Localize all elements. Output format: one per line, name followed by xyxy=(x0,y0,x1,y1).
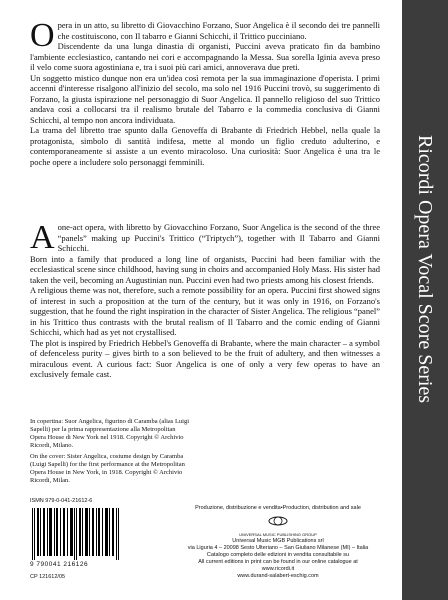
barcode-block xyxy=(30,498,122,588)
italian-text xyxy=(30,17,380,167)
en-paragraph-3: A religious theme was not, therefore, such a remote possibility for an opera. Puccini first showed signs of interest in such a proposition at the turn of the century, but it was only in 1916, on Forzano's suggestion, that he found the right inspiration in the character of Sister Angelica. The religious “panel” in his Trittico thus contrasts with the brutal realism of Il Tabarro and the comic ending of Gianni Schicchi, which had as yet not crystallised. xyxy=(30,285,380,337)
barcode-digits: 9 790041 216126 xyxy=(30,561,89,568)
cover-caption-english: On the cover: Sister Angelica, costume design by Caramba (Luigi Sapelli) for the first performance at the Metropolitan Opera House in New York, in 1918. Copyright © Archivio Ricordi, Milan. xyxy=(30,453,185,484)
en-paragraph-2: Born into a family that produced a long line of organists, Puccini had been familiar with the ecclesiastical scene since childhood, having sung in choirs and accompanied Holy Mass. His sister had taken the veil, becoming an Augustinian nun. Puccini even had two priests among his closest friends. xyxy=(30,253,380,285)
english-text xyxy=(30,219,380,380)
it-paragraph-1: pera in un atto, su libretto di Giovacchino Forzano, Suor Angelica è il secondo dei tre pannelli che costituiscono, con Il tabarro e Gianni Schicchi, il Trittico pucciniano. xyxy=(57,20,380,41)
en-paragraph-1: one-act opera, with libretto by Giovacchino Forzano, Suor Angelica is the second of the three “panels” making up Puccini's Trittico (“Triptych”), together with Il Tabarro and Gianni Schicchi. xyxy=(57,222,380,253)
en-paragraph-4: The plot is inspired by Friedrich Hebbel's Genoveffa di Brabante, where the main character – a symbol of defenceless purity – gives birth to a son believed to be the fruit of adultery, and then witnesses a miraculous event. A curious fact: Suor Angelica is one of only a very few operas to have an exclusively female cast. xyxy=(30,337,380,379)
it-paragraph-3: Un soggetto mistico dunque non era un'idea così remota per la sua immaginazione d'operista. I primi accenni d'interesse risalgono all'inizio del secolo, ma solo nel 1916 Puccini trovò, su suggerimento di Forzano, la giusta ispirazione nel personaggio di Suor Angelica. Il pannello religioso del suo Trittico andava così a collocarsi tra il realismo brutale del Tabarro e la commedia conclusiva di Gianni Schicchi, al tempo non ancora individuata. xyxy=(30,72,380,125)
it-paragraph-4: La trama del libretto trae spunto dalla Genoveffa di Brabante di Friedrich Hebbel, nella quale la protagonista, simbolo di santità indifesa, mette al mondo un figlio creduto adulterino, e contemporaneamente si assiste a un evento miracoloso. Una curiosità: Suor Angelica è una tra le poche opere a includere solo personaggi femminili. xyxy=(30,125,380,167)
logo-text: UNIVERSAL MUSIC PUBLISHING GROUP xyxy=(239,532,317,537)
publisher-address: via Liguria 4 – 20098 Sesto Ulteriano – San Giuliano Milanese (MI) – Italia xyxy=(187,544,369,551)
series-title: Ricordi Opera Vocal Score Series xyxy=(414,135,436,404)
publisher-logo-icon xyxy=(258,516,298,530)
production-line: Produzione, distribuzione e vendita•Production, distribution and sale xyxy=(195,505,361,511)
catalog-code: CP 121612/05 xyxy=(30,574,66,580)
catalog-italian: Catalogo completo delle edizioni in vendita consultabile su xyxy=(206,551,350,558)
url-durand[interactable]: www.durand-salabert-eschig.com xyxy=(237,572,319,579)
drop-cap-italian: O xyxy=(30,17,55,54)
barcode-image xyxy=(30,508,122,560)
spine xyxy=(402,0,448,600)
url-ricordi[interactable]: www.ricordi.it xyxy=(261,565,295,572)
cover-caption-italian: In copertina: Suor Angelica, figurino di Caramba (alias Luigi Sapelli) per la prima rappresentazione alla Metropolitan Opera House di New York nel 1918. Copyright © Archivio Ricordi, Milano. xyxy=(30,418,190,449)
catalog-english: All current editions in print can be found in our online catalogue at xyxy=(198,558,358,565)
it-paragraph-2: Discendente da una lunga dinastia di organisti, Puccini aveva praticato fin da bambino l'ambiente ecclesiastico, cantando nei cori e accompagnando la Messa. Sua sorella Iginia aveva preso il velo come suora agostiniana e, tra i suoi più cari amici, annoverava due preti. xyxy=(30,41,380,72)
publisher-name: Universal Music MGB Publications srl xyxy=(232,537,324,544)
drop-cap-english: A xyxy=(30,219,55,256)
publisher-info xyxy=(168,505,388,580)
isbn-label: ISMN 979-0-041-21612-6 xyxy=(30,498,93,504)
